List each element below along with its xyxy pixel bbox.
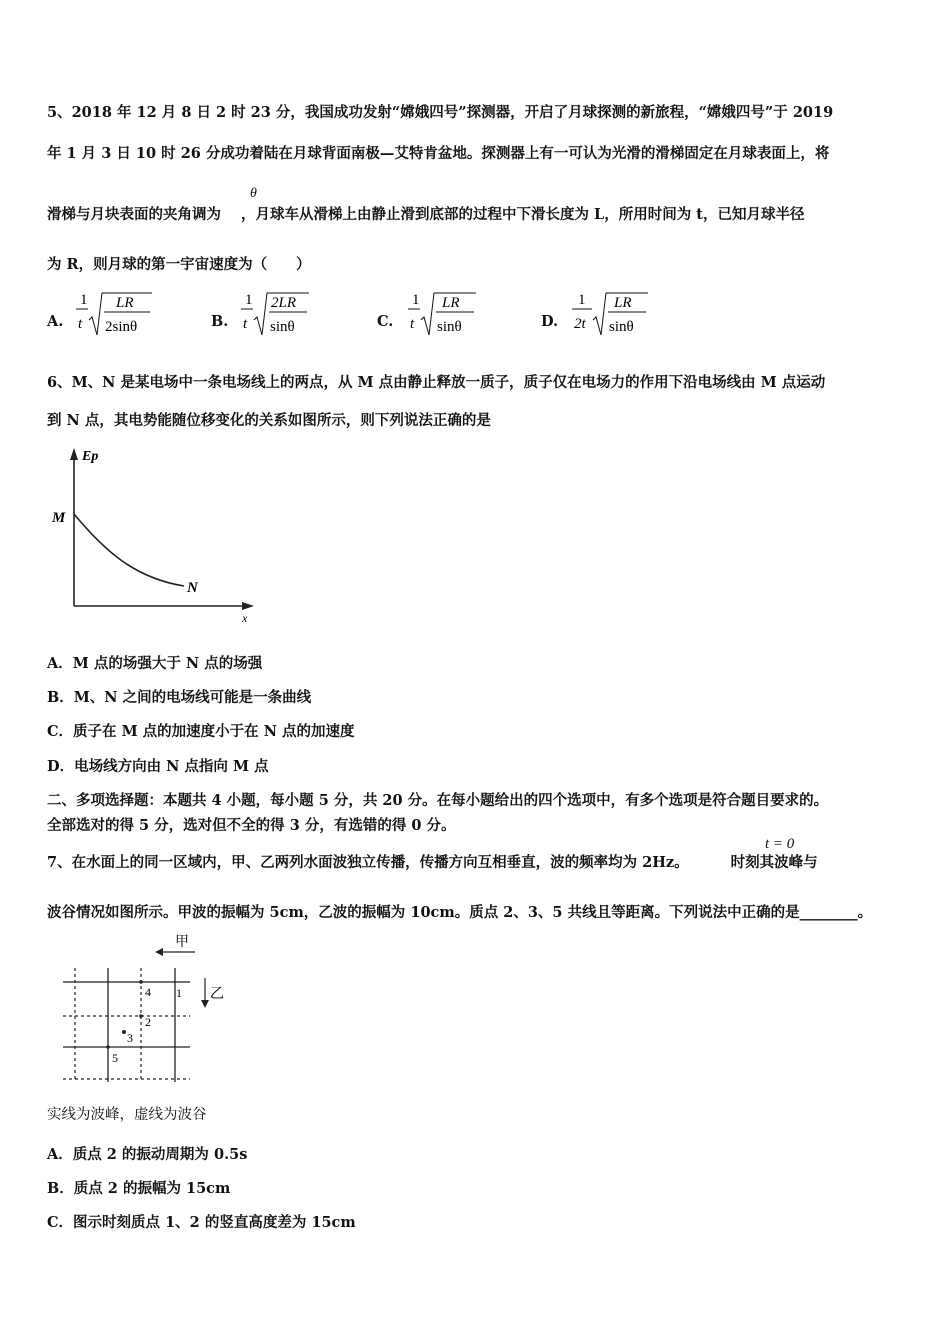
coef-num: 1 (578, 292, 586, 308)
point-1-label: 1 (176, 986, 182, 1000)
q5-line-1: 5、2018 年 12 月 8 日 2 时 23 分，我国成功发射“嫦娥四号”探测器，开启了月球探测的新旅程，“嫦娥四号”于 2019 (47, 104, 834, 121)
coef-num: 1 (245, 292, 253, 308)
point-3-label: 3 (127, 1031, 133, 1045)
q6-option-d[interactable]: D．电场线方向由 N 点指向 M 点 (47, 758, 269, 775)
y-axis-label: Ep (82, 449, 99, 464)
coef-den: t (243, 316, 248, 332)
point-2-label: 2 (145, 1015, 151, 1029)
point-n-label: N (187, 580, 198, 596)
rad-num: LR (442, 295, 460, 311)
coef-num: 1 (80, 292, 88, 308)
x-axis-arrow (242, 602, 254, 610)
q5-option-c-formula (404, 287, 504, 339)
coef-den: t (410, 316, 415, 332)
q5-option-d-label[interactable]: D. (541, 313, 559, 330)
q5-line-2: 年 1 月 3 日 10 时 26 分成功着陆在月球背面南极—艾特肯盆地。探测器上有一可认为光滑的滑梯固定在月球表面上，将 (47, 145, 830, 162)
wave-a-arrow (155, 948, 163, 956)
rad-num: LR (116, 295, 134, 311)
rad-den: sinθ (609, 319, 634, 335)
coef-den: 2t (574, 316, 586, 332)
q6-line-1: 6、M、N 是某电场中一条电场线上的两点，从 M 点由静止释放一质子，质子仅在电场力的作用下沿电场线由 M 点运动 (47, 374, 826, 391)
q5-option-b-formula (237, 287, 337, 339)
q5-option-c-label[interactable]: C. (377, 313, 394, 330)
section-2-note: 全部选对的得 5 分，选对但不全的得 3 分，有选错的得 0 分。 (47, 817, 456, 834)
q7-line-1b: 时刻其波峰与 (730, 854, 818, 871)
q5-line-3b: ，月球车从滑梯上由静止滑到底部的过程中下滑长度为 L，所用时间为 t，已知月球半径 (241, 206, 805, 223)
ep-curve (74, 514, 184, 586)
q7-option-c[interactable]: C．图示时刻质点 1、2 的竖直高度差为 15cm (47, 1214, 356, 1231)
q7-wave-figure (55, 930, 255, 1090)
wave-b-arrow (201, 1000, 209, 1008)
q6-ep-x-graph (44, 440, 264, 625)
q5-line-3a: 滑梯与月块表面的夹角调为 (47, 206, 221, 223)
q5-option-a-formula (72, 287, 182, 339)
wave-a-label: 甲 (175, 934, 189, 950)
x-axis-label: x (242, 611, 248, 625)
q5-line-3 (47, 203, 805, 224)
y-axis-arrow (70, 448, 78, 460)
q6-option-a[interactable]: A．M 点的场强大于 N 点的场强 (47, 655, 263, 672)
q5-option-d-formula (568, 287, 678, 339)
coef-den: t (78, 316, 83, 332)
q5-option-b-label[interactable]: B. (211, 313, 229, 330)
q7-line-1 (47, 851, 818, 872)
point-m-label: M (52, 510, 66, 526)
section-2-heading: 二、多项选择题：本题共 4 小题，每小题 5 分，共 20 分。在每小题给出的四个选项中，有多个选项是符合题目要求的。 (47, 792, 829, 809)
q7-figure-caption: 实线为波峰，虚线为波谷 (47, 1107, 207, 1123)
q7-option-a[interactable]: A．质点 2 的振动周期为 0.5s (47, 1146, 248, 1163)
rad-den: sinθ (437, 319, 462, 335)
q5-line-4: 为 R，则月球的第一宇宙速度为（ ） (47, 256, 311, 273)
q5-option-a-label[interactable]: A. (47, 313, 64, 330)
q7-line-1a: 7、在水面上的同一区域内，甲、乙两列水面波独立传播，传播方向互相垂直，波的频率均为 2Hz。 (47, 854, 689, 871)
rad-num: 2LR (271, 295, 297, 311)
point-5-label: 5 (112, 1051, 118, 1065)
q6-option-c[interactable]: C．质子在 M 点的加速度小于在 N 点的加速度 (47, 723, 355, 740)
coef-num: 1 (412, 292, 420, 308)
point-4-label: 4 (145, 985, 151, 999)
q6-line-2: 到 N 点，其电势能随位移变化的关系如图所示，则下列说法正确的是 (47, 412, 491, 429)
wave-b-label: 乙 (210, 986, 224, 1002)
q6-option-b[interactable]: B．M、N 之间的电场线可能是一条曲线 (47, 689, 312, 706)
rad-den: sinθ (270, 319, 295, 335)
q7-option-b[interactable]: B．质点 2 的振幅为 15cm (47, 1180, 231, 1197)
theta-symbol: θ (250, 186, 257, 201)
rad-num: LR (614, 295, 632, 311)
q7-line-2: 波谷情况如图所示。甲波的振幅为 5cm，乙波的振幅为 10cm。质点 2、3、5 共线且等距离。下列说法中正确的是________。 (47, 904, 873, 921)
t-equals-zero: t = 0 (765, 836, 795, 852)
rad-den: 2sinθ (105, 319, 138, 335)
